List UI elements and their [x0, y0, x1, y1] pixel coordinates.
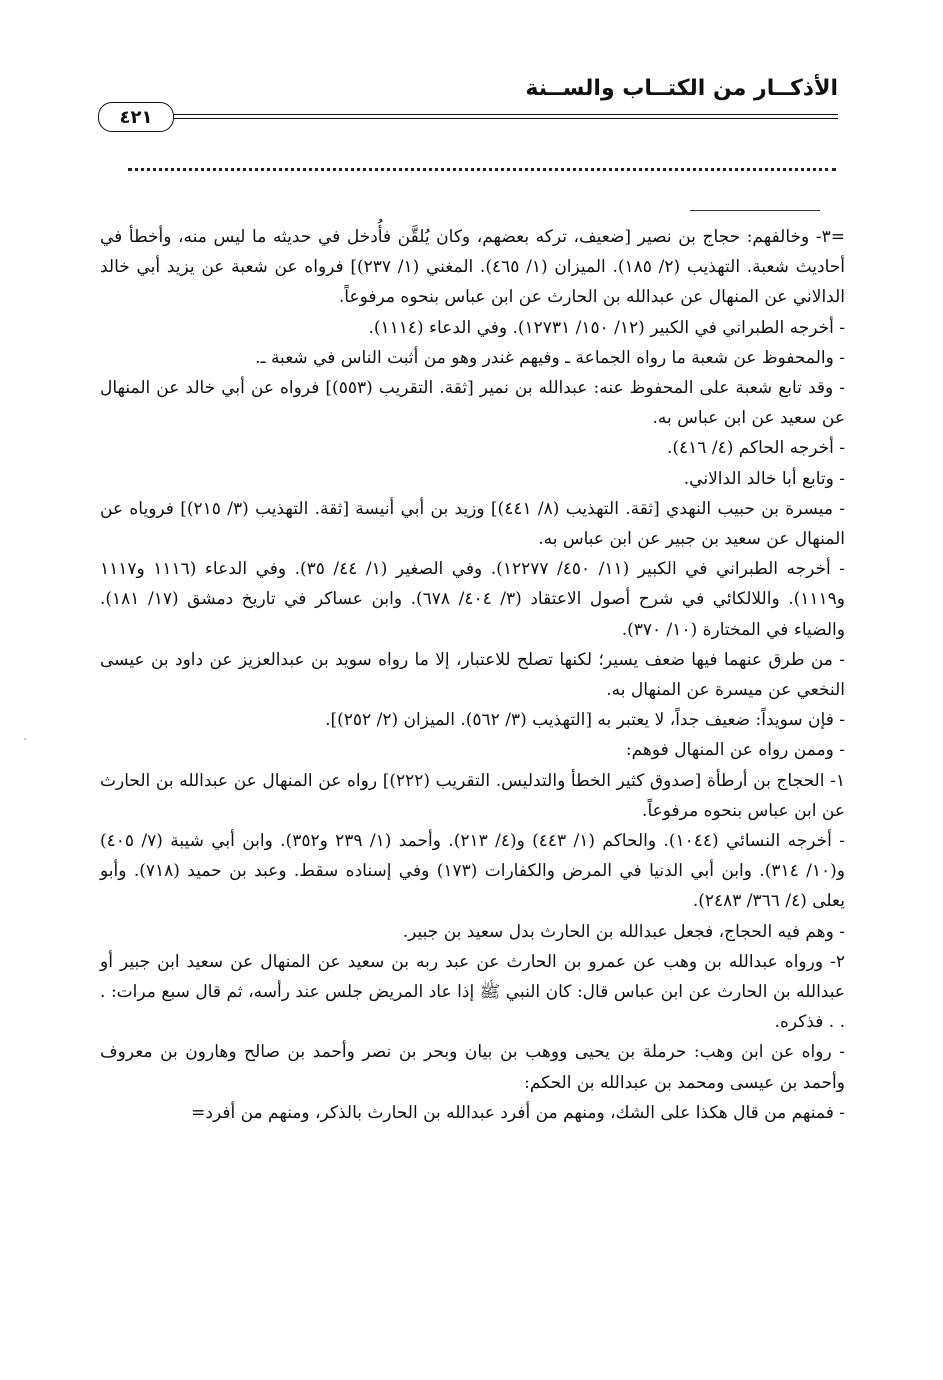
footnote-rule — [690, 210, 820, 211]
paragraph: - وممن رواه عن المنهال فوهم: — [625, 740, 845, 761]
page-number: ٤٢١ — [98, 102, 174, 132]
paragraph: - أخرجه الحاكم (٤/ ٤١٦). — [666, 438, 845, 459]
paragraph: ١- الحجاج بن أرطأة [صدوق كثير الخطأ والتدليس. التقريب (٢٢٢)] رواه عن المنهال عن عبدالله بن الحارث عن ابن عباس بنحوه مرفوعاً. — [100, 770, 845, 821]
page-header — [98, 72, 838, 130]
paragraph: - فمنهم من قال هكذا على الشك، ومنهم من أفرد عبدالله بن الحارث بالذكر، ومنهم من أفرد= — [191, 1102, 845, 1123]
paragraph: =٣- وخالفهم: حجاج بن نصير [ضعيف، تركه بعضهم، وكان يُلقَّن فأُدخل في حديثه ما ليس منه، وأخطأ في أحاديث شعبة. التهذيب (٢/ ١٨٥). الميزان (١/ ٤٦٥). المغني (١/ ٢٣٧)] فرواه عن شعبة عن يزيد أبي خالد الدالاني عن المنهال عن عبدالله بن الحارث عن ابن عباس بنحوه مرفوعاً. — [100, 227, 845, 308]
running-title: الأذكــار من الكتــاب والســنة — [525, 76, 838, 101]
paragraph: - وهم فيه الحجاج، فجعل عبدالله بن الحارث بدل سعيد بن جبير. — [402, 921, 845, 942]
paragraph: - وقد تابع شعبة على المحفوظ عنه: عبدالله بن نمير [ثقة. التقريب (٥٥٣)] فرواه عن أبي خالد عن المنهال عن سعيد عن ابن عباس به. — [100, 378, 845, 429]
paragraph: - أخرجه الطبراني في الكبير (١٢/ ١٥٠/ ١٢٧٣١). وفي الدعاء (١١١٤). — [368, 317, 845, 338]
paragraph: - رواه عن ابن وهب: حرملة بن يحيى ووهب بن بيان وبحر بن نصر وأحمد بن صالح وهارون بن معروف وأحمد بن عيسى ومحمد بن عبدالله بن الحكم: — [100, 1042, 845, 1093]
paragraph: - من طرق عنهما فيها ضعف يسير؛ لكنها تصلح للاعتبار، إلا ما رواه سويد بن عبدالعزيز عن داود بن عيسى النخعي عن ميسرة عن المنهال به. — [100, 649, 845, 701]
dotted-separator — [128, 168, 836, 191]
paragraph: - أخرجه النسائي (١٠٤٤). والحاكم (١/ ٤٤٣) و(٤/ ٢١٣). وأحمد (١/ ٢٣٩ و٣٥٢). وابن أبي شيبة (٧/ ٤٠٥) و(١٠/ ٣١٤). وابن أبي الدنيا في المرض والكفارات (١٧٣) وفي إسناده سقط. وعبد بن حميد (٧١٨). وأبو يعلى (٤/ ٣٦٦/ ٢٤٨٣). — [100, 831, 845, 912]
paragraph: - وتابع أبا خالد الدالاني. — [683, 468, 845, 489]
header-rule-line — [168, 114, 838, 115]
header-rule-line — [168, 118, 838, 119]
paragraph: - أخرجه الطبراني في الكبير (١١/ ٤٥٠/ ١٢٢٧٧). وفي الصغير (١/ ٤٤/ ٣٥). وفي الدعاء (١١١٦ و١١١٧ و١١١٩). واللالكائي في شرح أصول الاعتقاد (٣/ ٤٠٤/ ٦٧٨). وابن عساكر في تاريخ دمشق (١٧/ ١٨١). والضياء في المختارة (١٠/ ٣٧٠). — [100, 559, 845, 640]
paragraph: - ميسرة بن حبيب النهدي [ثقة. التهذيب (٨/ ٤٤١)] وزيد بن أبي أنيسة [ثقة. التهذيب (٣/ ٢١٥)] فروياه عن المنهال عن سعيد بن جبير عن ابن عباس به. — [100, 498, 845, 550]
paragraph: - فإن سويداً: ضعيف جداً، لا يعتبر به [التهذيب (٣/ ٥٦٢). الميزان (٢/ ٢٥٢)]. — [325, 710, 845, 731]
paragraph: ٢- ورواه عبدالله بن وهب عن عمرو بن الحارث عن عبد ربه بن سعيد عن المنهال عن سعيد ابن جبير أو عبدالله بن الحارث عن ابن عباس قال: كان النبي ﷺ إذا عاد المريض جلس عند رأسه، ثم قال سبع مرات: . . . فذكره. — [100, 951, 845, 1033]
footnote-body — [100, 222, 845, 1128]
paragraph: - والمحفوظ عن شعبة ما رواه الجماعة ـ وفيهم غندر وهو من أثبت الناس في شعبة ـ. — [255, 347, 845, 368]
scan-speck — [24, 738, 26, 740]
header-rule — [98, 106, 838, 128]
